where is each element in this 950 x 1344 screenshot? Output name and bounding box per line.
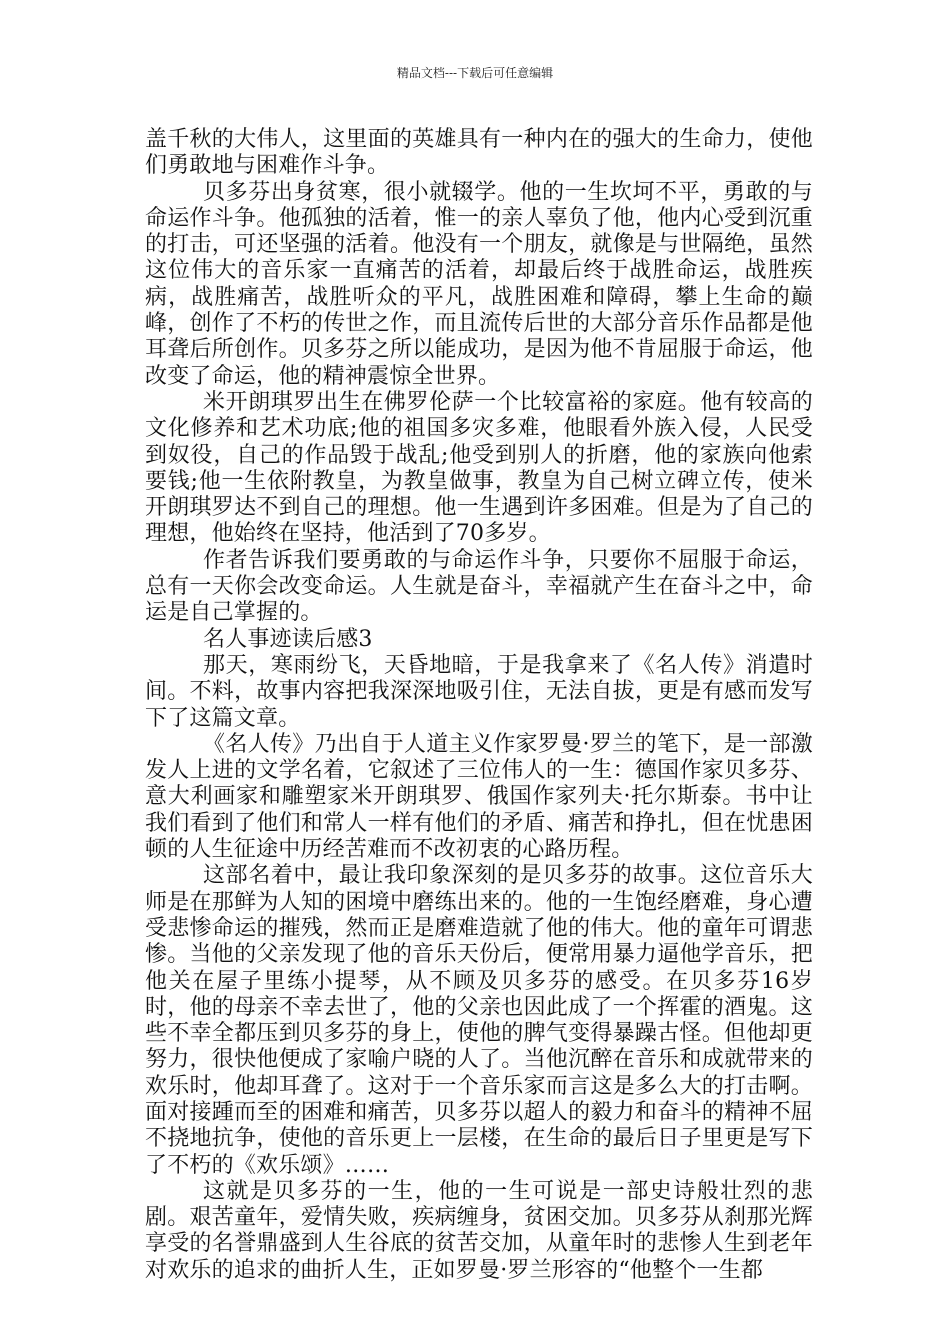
paragraph-8: 这就是贝多芬的一生，他的一生可说是一部史诗般壮烈的悲剧。艰苦童年，爱情失败，疾病缠身，贫困交加。贝多芬从刹那光辉享受的名誉鼎盛到人生谷底的贫苦交加，从童年时的悲惨人生到老年对欢乐的追求的曲折人生，正如罗曼·罗兰形容的“他整个一生都 <box>145 1178 813 1283</box>
section-heading: 名人事迹读后感3 <box>203 626 373 652</box>
paragraph-7: 这部名着中，最让我印象深刻的是贝多芬的故事。这位音乐大师是在那鲜为人知的困境中磨练出来的。他的一生饱经磨难，身心遭受悲惨命运的摧残，然而正是磨难造就了他的伟大。他的童年可谓悲惨。当他的父亲发现了他的音乐天份后，便常用暴力逼他学音乐，把他关在屋子里练小提琴，从不顾及贝多芬的感受。在贝多芬16岁时，他的母亲不幸去世了，他的父亲也因此成了一个挥霍的酒鬼。这些不幸全都压到贝多芬的身上，使他的脾气变得暴躁古怪。但他却更努力，很快他便成了家喻户晓的人了。当他沉醉在音乐和成就带来的欢乐时，他却耳聋了。这对于一个音乐家而言这是多么大的打击啊。面对接踵而至的困难和痛苦，贝多芬以超人的毅力和奋斗的精神不屈不挠地抗争，使他的音乐更上一层楼，在生命的最后日子里更是写下了不朽的《欢乐颂》…… <box>145 863 813 1178</box>
paragraph-4: 作者告诉我们要勇敢的与命运作斗争，只要你不屈服于命运，总有一天你会改变命运。人生就是奋斗，幸福就产生在奋斗之中，命运是自己掌握的。 <box>145 547 813 626</box>
document-body <box>145 127 813 1284</box>
paragraph-5: 那天，寒雨纷飞，天昏地暗，于是我拿来了《名人传》消遣时间。不料，故事内容把我深深地吸引住，无法自拔，更是有感而发写下了这篇文章。 <box>145 652 813 731</box>
paragraph-2: 贝多芬出身贫寒，很小就辍学。他的一生坎坷不平，勇敢的与命运作斗争。他孤独的活着，惟一的亲人辜负了他，他内心受到沉重的打击，可还坚强的活着。他没有一个朋友，就像是与世隔绝，虽然这位伟大的音乐家一直痛苦的活着，却最后终于战胜命运，战胜疾病，战胜痛苦，战胜听众的平凡，战胜困难和障碍，攀上生命的巅峰，创作了不朽的传世之作，而且流传后世的大部分音乐作品都是他耳聋后所创作。贝多芬之所以能成功，是因为他不肯屈服于命运，他改变了命运，他的精神震惊全世界。 <box>145 179 813 389</box>
paragraph-6: 《名人传》乃出自于人道主义作家罗曼·罗兰的笔下，是一部激发人上进的文学名着，它叙述了三位伟人的一生：德国作家贝多芬、意大利画家和雕塑家米开朗琪罗、俄国作家列夫·托尔斯泰。书中让我们看到了他们和常人一样有他们的矛盾、痛苦和挣扎，但在忧患困顿的人生征途中历经苦难而不改初衷的心路历程。 <box>145 731 813 863</box>
paragraph-1: 盖千秋的大伟人，这里面的英雄具有一种内在的强大的生命力，使他们勇敢地与困难作斗争。 <box>145 127 813 179</box>
paragraph-3: 米开朗琪罗出生在佛罗伦萨一个比较富裕的家庭。他有较高的文化修养和艺术功底;他的祖国多灾多难，他眼看外族入侵，人民受到奴役，自己的作品毁于战乱;他受到别人的折磨，他的家族向他索要钱;他一生依附教皇，为教皇做事，教皇为自己树立碑立传，使米开朗琪罗达不到自己的理想。他一生遇到许多困难。但是为了自己的理想，他始终在坚持，他活到了70多岁。 <box>145 389 813 547</box>
page-header: 精品文档---下载后可任意编辑 <box>396 66 554 80</box>
